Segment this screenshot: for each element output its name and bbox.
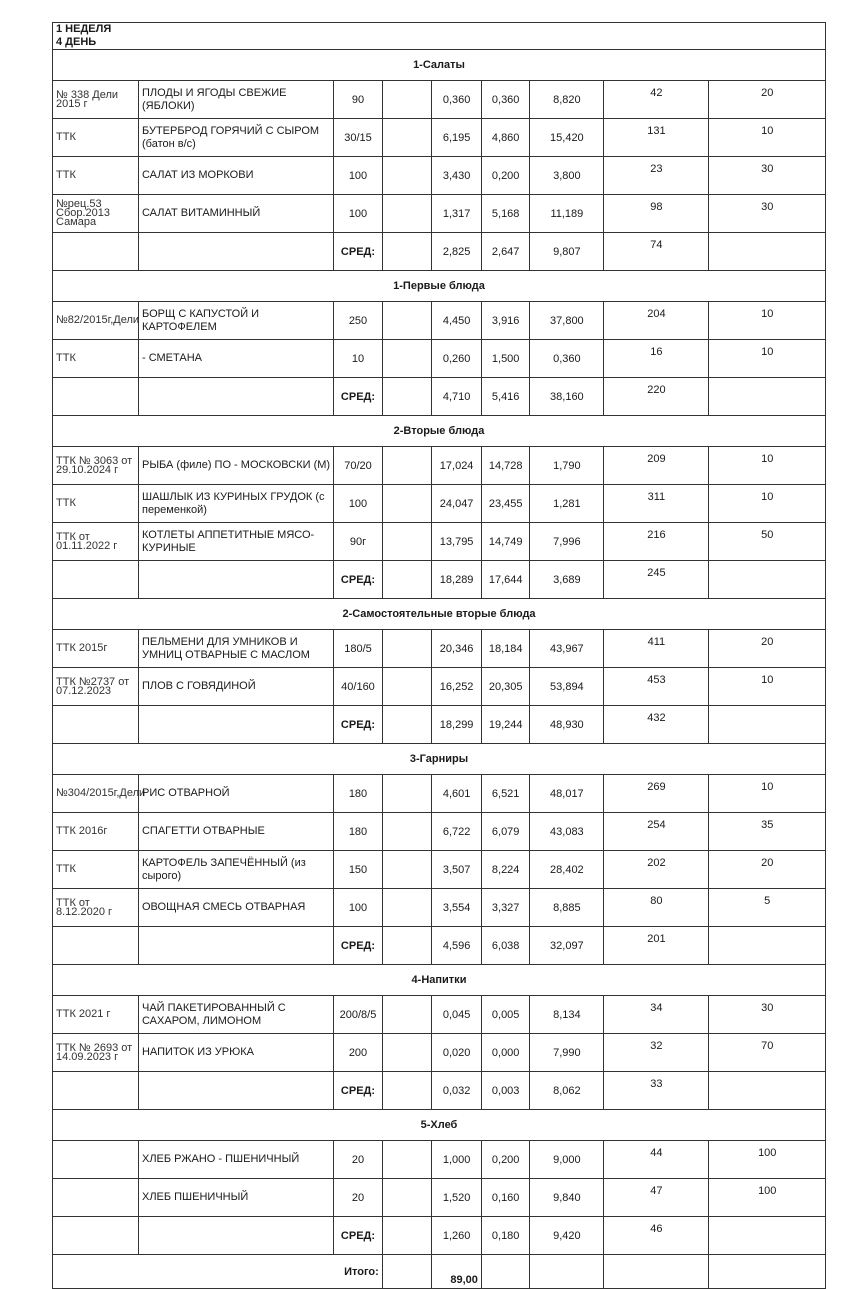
empty-cell [138,1217,333,1255]
protein-value: 17,024 [432,447,482,485]
extra-value: 100 [709,1179,826,1217]
recipe-code: №304/2015г,Дели [53,775,139,813]
empty-cell [382,157,432,195]
section-title: 1-Первые блюда [53,271,826,302]
recipe-code: ТТК от 01.11.2022 г [53,523,139,561]
fat-value: 14,728 [481,447,530,485]
avg-protein: 18,299 [432,706,482,744]
fat-value: 0,000 [481,1034,530,1072]
kcal-value: 216 [604,523,709,561]
average-label: СРЕД: [334,706,383,744]
empty-cell [709,561,826,599]
empty-cell [382,1179,432,1217]
portion-size: 20 [334,1141,383,1179]
recipe-code: ТТК [53,851,139,889]
empty-cell [382,775,432,813]
avg-kcal: 46 [604,1217,709,1255]
empty-cell [382,996,432,1034]
avg-fat: 5,416 [481,378,530,416]
fat-value: 0,160 [481,1179,530,1217]
fat-value: 6,521 [481,775,530,813]
avg-protein: 2,825 [432,233,482,271]
recipe-code: ТТК 2021 г [53,996,139,1034]
protein-value: 1,317 [432,195,482,233]
kcal-value: 209 [604,447,709,485]
empty-cell [709,1072,826,1110]
dish-name: САЛАТ ВИТАМИННЫЙ [138,195,333,233]
carbs-value: 0,360 [530,340,604,378]
empty-cell [709,1217,826,1255]
avg-carbs: 3,689 [530,561,604,599]
average-label: СРЕД: [334,1072,383,1110]
portion-size: 200 [334,1034,383,1072]
extra-value: 10 [709,775,826,813]
empty-cell [382,889,432,927]
dish-name: ХЛЕБ ПШЕНИЧНЫЙ [138,1179,333,1217]
protein-value: 13,795 [432,523,482,561]
carbs-value: 11,189 [530,195,604,233]
dish-name: - СМЕТАНА [138,340,333,378]
empty-cell [709,378,826,416]
average-row [53,1217,826,1255]
portion-size: 180/5 [334,630,383,668]
dish-name: РИС ОТВАРНОЙ [138,775,333,813]
header-cell [53,23,826,50]
portion-size: 90 [334,81,383,119]
table-row [53,119,826,157]
protein-value: 1,520 [432,1179,482,1217]
menu-document [52,22,826,1289]
extra-value: 20 [709,630,826,668]
avg-protein: 18,289 [432,561,482,599]
avg-carbs: 8,062 [530,1072,604,1110]
portion-size: 100 [334,157,383,195]
protein-value: 24,047 [432,485,482,523]
avg-fat: 17,644 [481,561,530,599]
carbs-value: 43,083 [530,813,604,851]
kcal-value: 32 [604,1034,709,1072]
empty-cell [382,81,432,119]
recipe-code: ТТК [53,157,139,195]
section-title: 2-Самостоятельные вторые блюда [53,599,826,630]
average-row [53,233,826,271]
empty-cell [53,233,139,271]
fat-value: 14,749 [481,523,530,561]
dish-name: САЛАТ ИЗ МОРКОВИ [138,157,333,195]
kcal-value: 269 [604,775,709,813]
avg-fat: 2,647 [481,233,530,271]
empty-cell [382,1255,432,1289]
portion-size: 150 [334,851,383,889]
recipe-code: ТТК от 8.12.2020 г [53,889,139,927]
empty-cell [53,927,139,965]
empty-cell [53,378,139,416]
section-header-row [53,965,826,996]
avg-fat: 0,003 [481,1072,530,1110]
dish-name: БОРЩ С КАПУСТОЙ И КАРТОФЕЛЕМ [138,302,333,340]
kcal-value: 131 [604,119,709,157]
fat-value: 23,455 [481,485,530,523]
recipe-code: №82/2015г,Дели [53,302,139,340]
section-title: 4-Напитки [53,965,826,996]
carbs-value: 1,790 [530,447,604,485]
empty-cell [382,233,432,271]
dish-name: ПЛОДЫ И ЯГОДЫ СВЕЖИЕ (ЯБЛОКИ) [138,81,333,119]
avg-carbs: 9,807 [530,233,604,271]
extra-value: 10 [709,485,826,523]
fat-value: 0,360 [481,81,530,119]
table-row [53,195,826,233]
empty-cell [382,630,432,668]
table-row [53,851,826,889]
protein-value: 16,252 [432,668,482,706]
fat-value: 0,005 [481,996,530,1034]
portion-size: 100 [334,889,383,927]
total-label: Итого: [53,1255,383,1289]
section-header-row [53,599,826,630]
section-title: 2-Вторые блюда [53,416,826,447]
table-row [53,630,826,668]
recipe-code: ТТК [53,340,139,378]
protein-value: 3,430 [432,157,482,195]
protein-value: 0,360 [432,81,482,119]
empty-cell [138,706,333,744]
fat-value: 6,079 [481,813,530,851]
empty-cell [382,668,432,706]
kcal-value: 16 [604,340,709,378]
table-row [53,302,826,340]
section-header-row [53,744,826,775]
dish-name: РЫБА (филе) ПО - МОСКОВСКИ (М) [138,447,333,485]
fat-value: 3,916 [481,302,530,340]
kcal-value: 311 [604,485,709,523]
fat-value: 1,500 [481,340,530,378]
table-row [53,523,826,561]
fat-value: 5,168 [481,195,530,233]
kcal-value: 204 [604,302,709,340]
average-row [53,1072,826,1110]
empty-cell [382,851,432,889]
carbs-value: 1,281 [530,485,604,523]
recipe-code: №рец.53 Сбор.2013 Самара [53,195,139,233]
dish-name: ОВОЩНАЯ СМЕСЬ ОТВАРНАЯ [138,889,333,927]
dish-name: СПАГЕТТИ ОТВАРНЫЕ [138,813,333,851]
table-row [53,81,826,119]
portion-size: 90г [334,523,383,561]
average-label: СРЕД: [334,1217,383,1255]
average-row [53,561,826,599]
empty-cell [138,233,333,271]
protein-value: 3,507 [432,851,482,889]
empty-cell [382,523,432,561]
portion-size: 200/8/5 [334,996,383,1034]
protein-value: 1,000 [432,1141,482,1179]
fat-value: 8,224 [481,851,530,889]
empty-cell [709,927,826,965]
portion-size: 70/20 [334,447,383,485]
section-header-row [53,1110,826,1141]
extra-value: 35 [709,813,826,851]
protein-value: 3,554 [432,889,482,927]
dish-name: ЧАЙ ПАКЕТИРОВАННЫЙ С САХАРОМ, ЛИМОНОМ [138,996,333,1034]
empty-cell [709,233,826,271]
fat-value: 18,184 [481,630,530,668]
empty-cell [604,1255,709,1289]
total-row [53,1255,826,1289]
empty-cell [138,378,333,416]
extra-value: 70 [709,1034,826,1072]
section-header-row [53,271,826,302]
table-row [53,775,826,813]
empty-cell [709,706,826,744]
carbs-value: 7,996 [530,523,604,561]
carbs-value: 28,402 [530,851,604,889]
protein-value: 4,450 [432,302,482,340]
avg-carbs: 9,420 [530,1217,604,1255]
extra-value: 50 [709,523,826,561]
dish-name: ПЕЛЬМЕНИ ДЛЯ УМНИКОВ И УМНИЦ ОТВАРНЫЕ С МАСЛОМ [138,630,333,668]
fat-value: 3,327 [481,889,530,927]
recipe-code: ТТК № 2693 от 14.09.2023 г [53,1034,139,1072]
extra-value: 20 [709,851,826,889]
table-row [53,1034,826,1072]
empty-cell [382,195,432,233]
protein-value: 6,722 [432,813,482,851]
empty-cell [382,447,432,485]
avg-fat: 6,038 [481,927,530,965]
fat-value: 4,860 [481,119,530,157]
extra-value: 30 [709,996,826,1034]
average-row [53,927,826,965]
empty-cell [138,1072,333,1110]
carbs-value: 8,820 [530,81,604,119]
avg-fat: 19,244 [481,706,530,744]
week-label: 1 НЕДЕЛЯ [56,23,112,35]
avg-kcal: 201 [604,927,709,965]
total-value: 89,00 [432,1255,482,1289]
avg-carbs: 32,097 [530,927,604,965]
section-title: 5-Хлеб [53,1110,826,1141]
empty-cell [53,706,139,744]
empty-cell [481,1255,530,1289]
protein-value: 4,601 [432,775,482,813]
portion-size: 180 [334,775,383,813]
table-row [53,813,826,851]
dish-name: КАРТОФЕЛЬ ЗАПЕЧЁННЫЙ (из сырого) [138,851,333,889]
extra-value: 5 [709,889,826,927]
avg-kcal: 74 [604,233,709,271]
empty-cell [382,927,432,965]
fat-value: 0,200 [481,157,530,195]
avg-protein: 4,596 [432,927,482,965]
portion-size: 10 [334,340,383,378]
dish-name: БУТЕРБРОД ГОРЯЧИЙ С СЫРОМ (батон в/с) [138,119,333,157]
kcal-value: 34 [604,996,709,1034]
table-row [53,340,826,378]
empty-cell [382,119,432,157]
empty-cell [382,813,432,851]
avg-carbs: 38,160 [530,378,604,416]
section-title: 3-Гарниры [53,744,826,775]
avg-protein: 0,032 [432,1072,482,1110]
empty-cell [709,1255,826,1289]
kcal-value: 202 [604,851,709,889]
portion-size: 250 [334,302,383,340]
protein-value: 0,260 [432,340,482,378]
average-row [53,378,826,416]
recipe-code: ТТК № 3063 от 29.10.2024 г [53,447,139,485]
avg-fat: 0,180 [481,1217,530,1255]
fat-value: 20,305 [481,668,530,706]
carbs-value: 7,990 [530,1034,604,1072]
extra-value: 10 [709,302,826,340]
carbs-value: 9,840 [530,1179,604,1217]
empty-cell [53,561,139,599]
fat-value: 0,200 [481,1141,530,1179]
dish-name: ПЛОВ С ГОВЯДИНОЙ [138,668,333,706]
section-header-row [53,416,826,447]
portion-size: 40/160 [334,668,383,706]
avg-kcal: 432 [604,706,709,744]
portion-size: 100 [334,485,383,523]
portion-size: 180 [334,813,383,851]
table-row [53,1179,826,1217]
empty-cell [382,1034,432,1072]
menu-table [52,22,826,1289]
kcal-value: 42 [604,81,709,119]
empty-cell [53,1217,139,1255]
empty-cell [382,561,432,599]
table-row [53,1141,826,1179]
extra-value: 10 [709,119,826,157]
recipe-code: ТТК №2737 от 07.12.2023 [53,668,139,706]
recipe-code: ТТК [53,119,139,157]
average-label: СРЕД: [334,378,383,416]
protein-value: 6,195 [432,119,482,157]
kcal-value: 411 [604,630,709,668]
kcal-value: 453 [604,668,709,706]
recipe-code: ТТК 2015г [53,630,139,668]
carbs-value: 48,017 [530,775,604,813]
carbs-value: 3,800 [530,157,604,195]
table-row [53,996,826,1034]
kcal-value: 254 [604,813,709,851]
carbs-value: 9,000 [530,1141,604,1179]
portion-size: 30/15 [334,119,383,157]
dish-name: НАПИТОК ИЗ УРЮКА [138,1034,333,1072]
protein-value: 20,346 [432,630,482,668]
recipe-code [53,1141,139,1179]
kcal-value: 47 [604,1179,709,1217]
extra-value: 10 [709,340,826,378]
avg-kcal: 33 [604,1072,709,1110]
recipe-code [53,1179,139,1217]
portion-size: 20 [334,1179,383,1217]
header-row [53,23,826,50]
empty-cell [382,1072,432,1110]
table-row [53,889,826,927]
average-row [53,706,826,744]
dish-name: ХЛЕБ РЖАНО - ПШЕНИЧНЫЙ [138,1141,333,1179]
carbs-value: 8,134 [530,996,604,1034]
carbs-value: 43,967 [530,630,604,668]
empty-cell [530,1255,604,1289]
table-row [53,668,826,706]
avg-protein: 1,260 [432,1217,482,1255]
empty-cell [382,1141,432,1179]
extra-value: 10 [709,447,826,485]
avg-carbs: 48,930 [530,706,604,744]
section-title: 1-Салаты [53,50,826,81]
kcal-value: 23 [604,157,709,195]
empty-cell [382,302,432,340]
empty-cell [138,927,333,965]
extra-value: 30 [709,157,826,195]
empty-cell [382,706,432,744]
avg-protein: 4,710 [432,378,482,416]
average-label: СРЕД: [334,233,383,271]
empty-cell [382,378,432,416]
empty-cell [382,340,432,378]
table-row [53,157,826,195]
carbs-value: 53,894 [530,668,604,706]
extra-value: 30 [709,195,826,233]
empty-cell [138,561,333,599]
portion-size: 100 [334,195,383,233]
empty-cell [382,485,432,523]
average-label: СРЕД: [334,561,383,599]
carbs-value: 15,420 [530,119,604,157]
kcal-value: 80 [604,889,709,927]
kcal-value: 98 [604,195,709,233]
avg-kcal: 245 [604,561,709,599]
carbs-value: 8,885 [530,889,604,927]
empty-cell [382,1217,432,1255]
avg-kcal: 220 [604,378,709,416]
table-row [53,447,826,485]
average-label: СРЕД: [334,927,383,965]
empty-cell [53,1072,139,1110]
section-header-row [53,50,826,81]
table-row [53,485,826,523]
extra-value: 10 [709,668,826,706]
extra-value: 20 [709,81,826,119]
recipe-code: ТТК 2016г [53,813,139,851]
dish-name: КОТЛЕТЫ АППЕТИТНЫЕ МЯСО-КУРИНЫЕ [138,523,333,561]
recipe-code: № 338 Дели 2015 г [53,81,139,119]
day-label: 4 ДЕНЬ [56,36,97,48]
carbs-value: 37,800 [530,302,604,340]
protein-value: 0,045 [432,996,482,1034]
extra-value: 100 [709,1141,826,1179]
kcal-value: 44 [604,1141,709,1179]
protein-value: 0,020 [432,1034,482,1072]
dish-name: ШАШЛЫК ИЗ КУРИНЫХ ГРУДОК (с переменкой) [138,485,333,523]
recipe-code: ТТК [53,485,139,523]
